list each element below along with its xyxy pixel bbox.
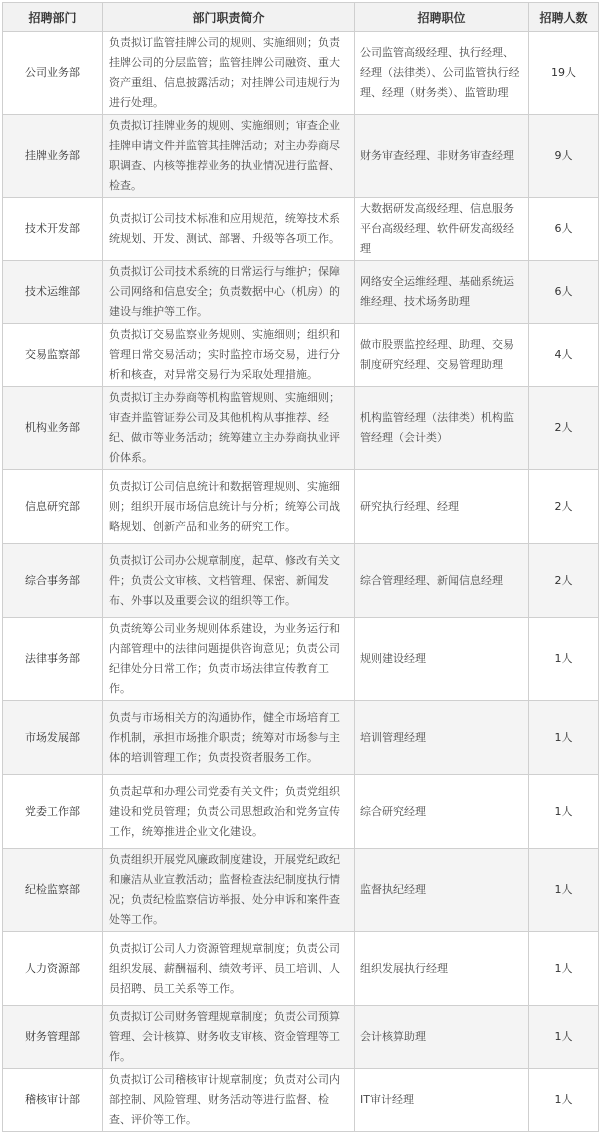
- position-cell: 培训管理经理: [355, 701, 529, 775]
- dept-cell: 市场发展部: [3, 701, 103, 775]
- duty-cell: 负责拟订监管挂牌公司的规则、实施细则；负责挂牌公司的分层监管；监管挂牌公司融资、重大资产重组、信息披露活动；对挂牌公司违规行为进行处理。: [103, 32, 355, 115]
- table-row: [3, 324, 599, 387]
- table-row: [3, 775, 599, 849]
- count-cell: 1人: [529, 775, 599, 849]
- position-cell: 会计核算助理: [355, 1006, 529, 1069]
- duty-cell: 负责拟订公司技术标准和应用规范，统筹技术系统规划、开发、测试、部署、升级等各项工作。: [103, 198, 355, 261]
- header-position: 招聘职位: [355, 3, 529, 32]
- header-dept: 招聘部门: [3, 3, 103, 32]
- position-cell: 财务审查经理、非财务审查经理: [355, 115, 529, 198]
- count-cell: 1人: [529, 1006, 599, 1069]
- position-cell: 监督执纪经理: [355, 849, 529, 932]
- table-row: [3, 701, 599, 775]
- table-row: [3, 618, 599, 701]
- table-row: [3, 198, 599, 261]
- dept-cell: 财务管理部: [3, 1006, 103, 1069]
- position-cell: 机构监管经理（法律类）机构监管经理（会计类）: [355, 387, 529, 470]
- dept-cell: 技术开发部: [3, 198, 103, 261]
- duty-cell: 负责拟订公司办公规章制度，起草、修改有关文件；负责公文审核、文档管理、保密、新闻发布、外事以及重要会议的组织等工作。: [103, 544, 355, 618]
- header-duty: 部门职责简介: [103, 3, 355, 32]
- table-header-row: [3, 3, 599, 32]
- table-row: [3, 544, 599, 618]
- dept-cell: 信息研究部: [3, 470, 103, 544]
- duty-cell: 负责拟订公司技术系统的日常运行与维护；保障公司网络和信息安全；负责数据中心（机房）的建设与维护等工作。: [103, 261, 355, 324]
- duty-cell: 负责拟订公司人力资源管理规章制度；负责公司组织发展、薪酬福利、绩效考评、员工培训、人员招聘、员工关系等工作。: [103, 932, 355, 1006]
- position-cell: 综合管理经理、新闻信息经理: [355, 544, 529, 618]
- dept-cell: 挂牌业务部: [3, 115, 103, 198]
- dept-cell: 公司业务部: [3, 32, 103, 115]
- position-cell: 大数据研发高级经理、信息服务平台高级经理、软件研发高级经理: [355, 198, 529, 261]
- duty-cell: 负责拟订公司稽核审计规章制度；负责对公司内部控制、风险管理、财务活动等进行监督、检查、评价等工作。: [103, 1069, 355, 1132]
- position-cell: 组织发展执行经理: [355, 932, 529, 1006]
- table-row: [3, 115, 599, 198]
- position-cell: 公司监管高级经理、执行经理、经理（法律类）、公司监管执行经理、经理（财务类）、监管助理: [355, 32, 529, 115]
- count-cell: 6人: [529, 261, 599, 324]
- dept-cell: 法律事务部: [3, 618, 103, 701]
- duty-cell: 负责与市场相关方的沟通协作，健全市场培育工作机制，承担市场推介职责；统筹对市场参与主体的培训管理工作；负责投资者服务工作。: [103, 701, 355, 775]
- dept-cell: 综合事务部: [3, 544, 103, 618]
- dept-cell: 人力资源部: [3, 932, 103, 1006]
- count-cell: 4人: [529, 324, 599, 387]
- position-cell: 做市股票监控经理、助理、交易制度研究经理、交易管理助理: [355, 324, 529, 387]
- table-row: [3, 32, 599, 115]
- duty-cell: 负责拟订公司财务管理规章制度；负责公司预算管理、会计核算、财务收支审核、资金管理等工作。: [103, 1006, 355, 1069]
- dept-cell: 技术运维部: [3, 261, 103, 324]
- count-cell: 6人: [529, 198, 599, 261]
- count-cell: 2人: [529, 387, 599, 470]
- count-cell: 1人: [529, 618, 599, 701]
- header-count: 招聘人数: [529, 3, 599, 32]
- duty-cell: 负责组织开展党风廉政制度建设，开展党纪政纪和廉洁从业宣教活动；监督检查法纪制度执行情况；负责纪检监察信访举报、处分申诉和案件查处等工作。: [103, 849, 355, 932]
- position-cell: 研究执行经理、经理: [355, 470, 529, 544]
- position-cell: 网络安全运维经理、基础系统运维经理、技术场务助理: [355, 261, 529, 324]
- count-cell: 1人: [529, 1069, 599, 1132]
- count-cell: 2人: [529, 544, 599, 618]
- count-cell: 1人: [529, 849, 599, 932]
- table-row: [3, 1006, 599, 1069]
- duty-cell: 负责统筹公司业务规则体系建设，为业务运行和内部管理中的法律问题提供咨询意见；负责公司纪律处分日常工作；负责市场法律宣传教育工作。: [103, 618, 355, 701]
- table-row: [3, 261, 599, 324]
- position-cell: 规则建设经理: [355, 618, 529, 701]
- recruitment-table: [2, 2, 599, 1132]
- duty-cell: 负责起草和办理公司党委有关文件；负责党组织建设和党员管理；负责公司思想政治和党务宣传工作，统筹推进企业文化建设。: [103, 775, 355, 849]
- dept-cell: 纪检监察部: [3, 849, 103, 932]
- table-row: [3, 932, 599, 1006]
- table-row: [3, 1069, 599, 1132]
- position-cell: IT审计经理: [355, 1069, 529, 1132]
- count-cell: 1人: [529, 932, 599, 1006]
- count-cell: 2人: [529, 470, 599, 544]
- table-row: [3, 470, 599, 544]
- table-row: [3, 387, 599, 470]
- duty-cell: 负责拟订主办券商等机构监管规则、实施细则；审查并监管证券公司及其他机构从事推荐、经纪、做市等业务活动；统筹建立主办券商执业评价体系。: [103, 387, 355, 470]
- position-cell: 综合研究经理: [355, 775, 529, 849]
- duty-cell: 负责拟订挂牌业务的规则、实施细则；审查企业挂牌申请文件并监管其挂牌活动；对主办券商尽职调查、内核等推荐业务的执业情况进行监督、检查。: [103, 115, 355, 198]
- count-cell: 9人: [529, 115, 599, 198]
- dept-cell: 稽核审计部: [3, 1069, 103, 1132]
- table-row: [3, 849, 599, 932]
- count-cell: 1人: [529, 701, 599, 775]
- duty-cell: 负责拟订交易监察业务规则、实施细则；组织和管理日常交易活动；实时监控市场交易，进行分析和核查，对异常交易行为采取处理措施。: [103, 324, 355, 387]
- dept-cell: 党委工作部: [3, 775, 103, 849]
- duty-cell: 负责拟订公司信息统计和数据管理规则、实施细则；组织开展市场信息统计与分析；统筹公司战略规划、创新产品和业务的研究工作。: [103, 470, 355, 544]
- dept-cell: 交易监察部: [3, 324, 103, 387]
- count-cell: 19人: [529, 32, 599, 115]
- dept-cell: 机构业务部: [3, 387, 103, 470]
